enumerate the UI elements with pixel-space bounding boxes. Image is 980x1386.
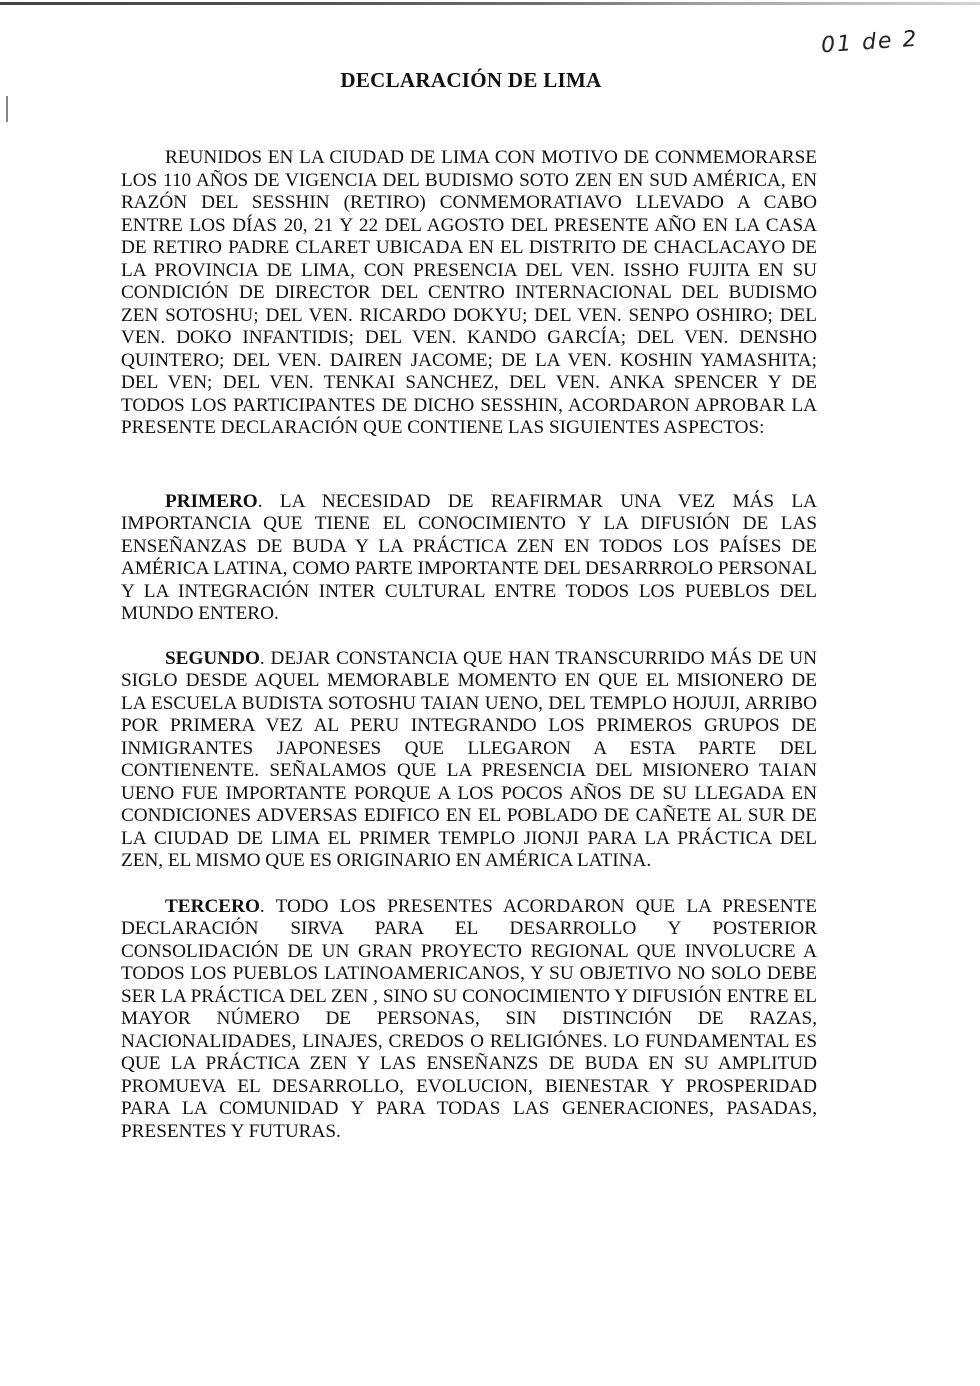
section-primero [121,491,817,626]
section-segundo [121,648,817,873]
section-text-tercero: . TODO LOS PRESENTES ACORDARON QUE LA PRESENTE DECLARACIÓN SIRVA PARA EL DESARROLLO Y POSTERIOR CONSOLIDACIÓN DE UN GRAN PROYECTO REGIONAL QUE INVOLUCRE A TODOS LOS PUEBLOS LATINOAMERICANOS, Y SU OBJETIVO NO SOLO DEBE SER LA PRÁCTICA DEL ZEN , SINO SU CONOCIMIENTO Y DIFUSIÓN ENTRE EL MAYOR NÚMERO DE PERSONAS, SIN DISTINCIÓN DE RAZAS, NACIONALIDADES, LINAJES, CREDOS O RELIGIÓNES. LO FUNDAMENTAL ES QUE LA PRÁCTICA ZEN Y LAS ENSEÑANZS DE BUDA EN SU AMPLITUD PROMUEVA EL DESARROLLO, EVOLUCION, BIENESTAR Y PROSPERIDAD PARA LA COMUNIDAD Y PARA TODAS LAS GENERACIONES, PASADAS, PRESENTES Y FUTURAS. [121,895,817,1142]
document-title: DECLARACIÓN DE LIMA [340,68,602,93]
section-text-segundo: . DEJAR CONSTANCIA QUE HAN TRANSCURRIDO MÁS DE UN SIGLO DESDE AQUEL MEMORABLE MOMENTO EN QUE EL MISIONERO DE LA ESCUELA BUDISTA SOTOSHU TAIAN UENO, DEL TEMPLO HOJUJI, ARRIBO POR PRIMERA VEZ AL PERU INTEGRANDO LOS PRIMEROS GRUPOS DE INMIGRANTES JAPONESES QUE LLEGARON A ESTA PARTE DEL CONTIENENTE. SEÑALAMOS QUE LA PRESENCIA DEL MISIONERO TAIAN UENO FUE IMPORTANTE PORQUE A LOS POCOS AÑOS DE SU LLEGADA EN CONDICIONES ADVERSAS EDIFICO EN EL POBLADO DE CAÑETE AL SUR DE LA CIUDAD DE LIMA EL PRIMER TEMPLO JIONJI PARA LA PRÁCTICA DEL ZEN, EL MISMO QUE ES ORIGINARIO EN AMÉRICA LATINA. [121,647,817,871]
section-text-primero: . LA NECESIDAD DE REAFIRMAR UNA VEZ MÁS LA IMPORTANCIA QUE TIENE EL CONOCIMIENTO Y LA DIFUSIÓN DE LAS ENSEÑANZAS DE BUDA Y LA PRÁCTICA ZEN EN TODOS LOS PAÍSES DE AMÉRICA LATINA, COMO PARTE IMPORTANTE DEL DESARRROLO PERSONAL Y LA INTEGRACIÓN INTER CULTURAL ENTRE TODOS LOS PUEBLOS DEL MUNDO ENTERO. [121,490,817,624]
section-heading-segundo: SEGUNDO [165,647,260,669]
document-body [121,147,817,1143]
section-heading-primero: PRIMERO [165,490,258,512]
scan-margin-mark [6,96,8,122]
section-tercero [121,896,817,1144]
handwritten-page-number: 01 de 2 [819,26,919,59]
intro-paragraph: REUNIDOS EN LA CIUDAD DE LIMA CON MOTIVO DE CONMEMORARSE LOS 110 AÑOS DE VIGENCIA DEL BUDISMO SOTO ZEN EN SUD AMÉRICA, EN RAZÓN DEL SESSHIN (RETIRO) CONMEMORATIAVO LLEVADO A CABO ENTRE LOS DÍAS 20, 21 Y 22 DEL AGOSTO DEL PRESENTE AÑO EN LA CASA DE RETIRO PADRE CLARET UBICADA EN EL DISTRITO DE CHACLACAYO DE LA PROVINCIA DE LIMA, CON PRESENCIA DEL VEN. ISSHO FUJITA EN SU CONDICIÓN DE DIRECTOR DEL CENTRO INTERNACIONAL DEL BUDISMO ZEN SOTOSHU; DEL VEN. RICARDO DOKYU; DEL VEN. SENPO OSHIRO; DEL VEN. DOKO INFANTIDIS; DEL VEN. KANDO GARCÍA; DEL VEN. DENSHO QUINTERO; DEL VEN. DAIREN JACOME; DE LA VEN. KOSHIN YAMASHITA; DEL VEN; DEL VEN. TENKAI SANCHEZ, DEL VEN. ANKA SPENCER Y DE TODOS LOS PARTICIPANTES DE DICHO SESSHIN, ACORDARON APROBAR LA PRESENTE DECLARACIÓN QUE CONTIENE LAS SIGUIENTES ASPECTOS: [121,147,817,438]
section-heading-tercero: TERCERO [165,895,260,917]
scan-edge-line [0,2,980,5]
